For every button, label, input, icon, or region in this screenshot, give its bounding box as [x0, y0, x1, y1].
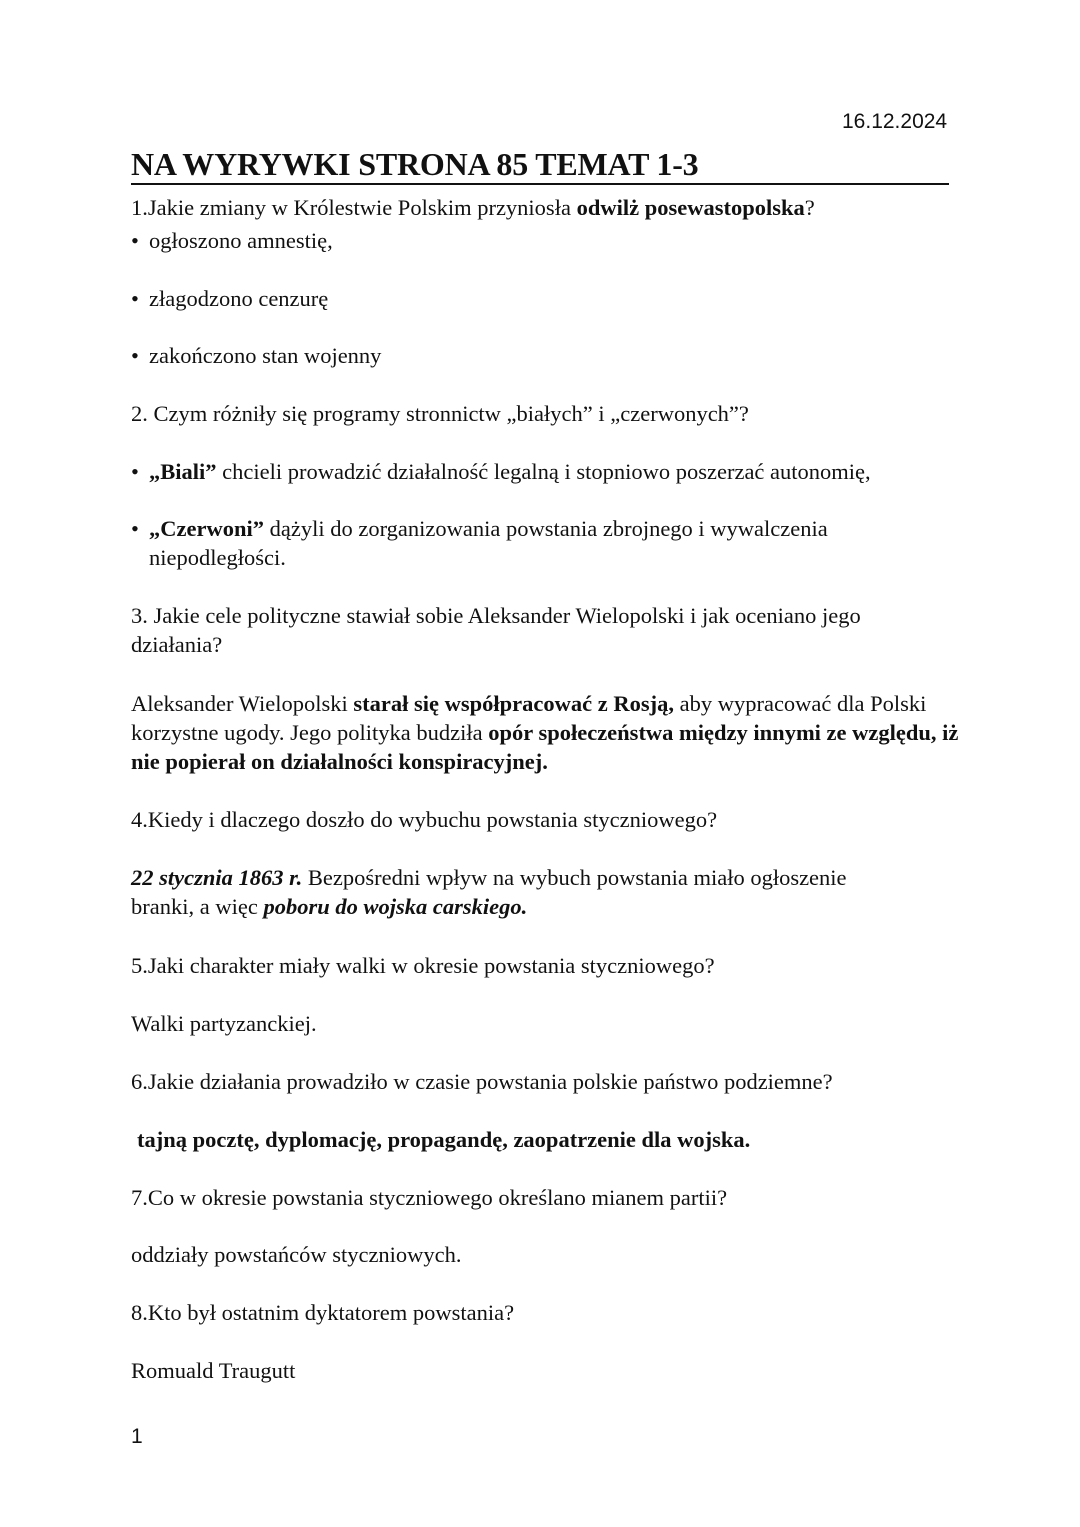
question-4: 4.Kiedy i dlaczego doszło do wybuchu powstania styczniowego?	[131, 807, 718, 832]
bullet-icon: •	[131, 286, 139, 311]
answer-5: Walki partyzanckiej.	[131, 1011, 317, 1036]
answer-8: Romuald Traugutt	[131, 1358, 296, 1383]
question-1-bold: odwilż posewastopolska	[576, 195, 805, 220]
bullet-icon: •	[131, 228, 139, 253]
bullet-icon: •	[131, 343, 139, 368]
answer-4: 22 stycznia 1863 r. Bezpośredni wpływ na wybuch powstania miało ogłoszenie branki, a więc poboru do wojska carskiego.	[131, 865, 847, 919]
question-1: 1.Jakie zmiany w Królestwie Polskim przyniosła odwilż posewastopolska?	[131, 195, 815, 220]
answer-3: Aleksander Wielopolski starał się współpracować z Rosją, aby wypracować dla Polski korzystne ugody. Jego polityka budziła opór społeczeństwa między innymi ze względu, iż nie popierał on działalności konspiracyjnej.	[131, 691, 959, 774]
list-item: • złagodzono cenzurę	[131, 286, 329, 311]
question-7: 7.Co w okresie powstania styczniowego określano mianem partii?	[131, 1185, 728, 1210]
question-5: 5.Jaki charakter miały walki w okresie powstania styczniowego?	[131, 953, 715, 978]
answer-7: oddziały powstańców styczniowych.	[131, 1242, 462, 1267]
answer-6: tajną pocztę, dyplomację, propagandę, zaopatrzenie dla wojska.	[137, 1127, 751, 1152]
list-item: • „Biali” chcieli prowadzić działalność legalną i stopniowo poszerzać autonomię,	[131, 459, 871, 484]
page-title: NA WYRYWKI STRONA 85 TEMAT 1-3	[131, 146, 949, 185]
question-6: 6.Jakie działania prowadziło w czasie powstania polskie państwo podziemne?	[131, 1069, 833, 1094]
list-item: • „Czerwoni” dążyli do zorganizowania powstania zbrojnego i wywalczenia niepodległości.	[131, 516, 828, 570]
date: 16.12.2024	[842, 110, 948, 133]
question-8: 8.Kto był ostatnim dyktatorem powstania?	[131, 1300, 515, 1325]
page-number: 1	[131, 1425, 143, 1448]
bullet-icon: •	[131, 459, 139, 484]
list-item: • ogłoszono amnestię,	[131, 228, 333, 253]
question-3: 3. Jakie cele polityczne stawiał sobie Aleksander Wielopolski i jak oceniano jego działania?	[131, 603, 861, 657]
bullet-icon: •	[131, 516, 139, 541]
question-2: 2. Czym różniły się programy stronnictw „białych” i „czerwonych”?	[131, 401, 749, 426]
list-item: • zakończono stan wojenny	[131, 343, 382, 368]
